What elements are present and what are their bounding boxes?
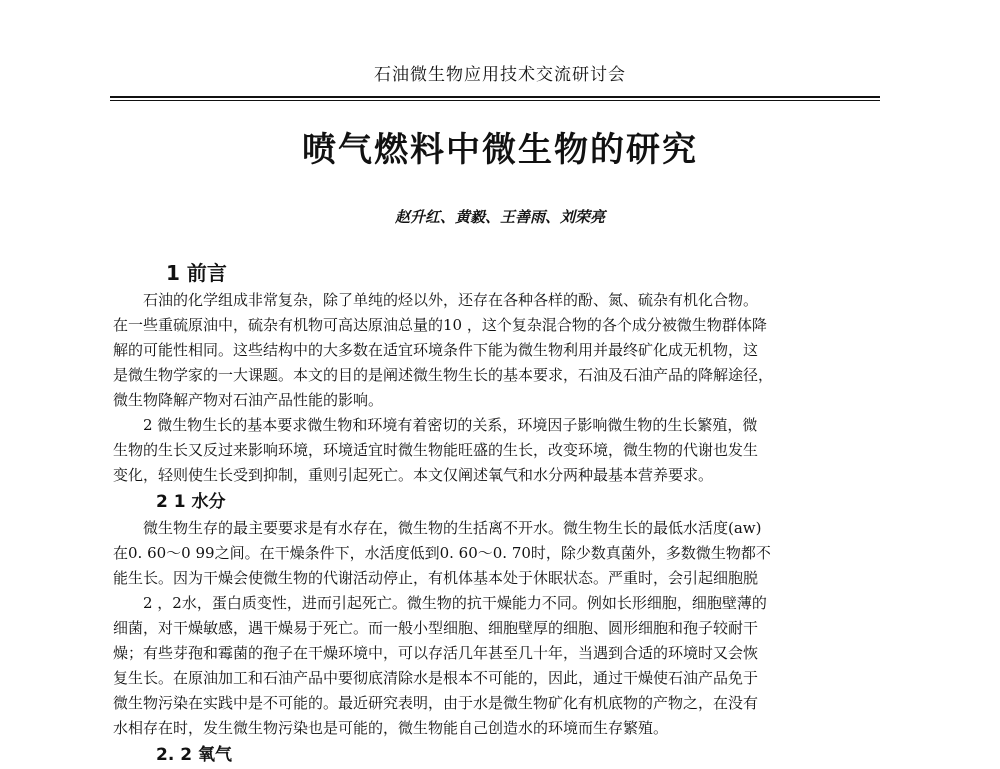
authors: 赵升红、黄毅、王善雨、刘荣亮 xyxy=(394,208,605,226)
body-text xyxy=(113,258,888,769)
text-line: 变化，轻则使生长受到抑制，重则引起死亡。本文仅阐述氧气和水分两种最基本营养要求。 xyxy=(113,466,714,484)
paragraph-2 xyxy=(113,413,888,488)
text-line: 能生长。因为干燥会使微生物的代谢活动停止，有机体基本处于休眠状态。严重时，会引起细胞脱 xyxy=(113,569,759,587)
paper-title: 喷气燃料中微生物的研究 xyxy=(302,130,698,170)
running-header: 石油微生物应用技术交流研讨会 xyxy=(374,65,626,85)
section-heading-intro: 1 前言 xyxy=(166,261,227,285)
text-line: 在一些重硫原油中，硫杂有机物可高达原油总量的10 ，这个复杂混合物的各个成分被微生物群体降 xyxy=(113,316,767,334)
paragraph-4 xyxy=(113,591,888,741)
header-rule xyxy=(110,96,880,101)
text-line: 复生长。在原油加工和石油产品中要彻底清除水是根本不可能的，因此，通过干燥使石油产品免于 xyxy=(113,669,759,687)
text-line: 生物的生长又反过来影响环境，环境适宜时微生物能旺盛的生长，改变环境，微生物的代谢也发生 xyxy=(113,441,759,459)
section-heading-oxygen: 2. 2 氧气 xyxy=(156,745,232,765)
text-line: 是微生物学家的一大课题。本文的目的是阐述微生物生长的基本要求，石油及石油产品的降解途径， xyxy=(113,366,774,384)
text-line: 燥；有些芽孢和霉菌的孢子在干燥环境中，可以存活几年甚至几十年，当遇到合适的环境时又会恢 xyxy=(113,644,759,662)
text-line: 细菌，对干燥敏感，遇干燥易于死亡。而一般小型细胞、细胞壁厚的细胞、圆形细胞和孢子较耐干 xyxy=(113,619,759,637)
text-line: 解的可能性相同。这些结构中的大多数在适宜环境条件下能为微生物利用并最终矿化成无机物，这 xyxy=(113,341,759,359)
text-line: 在0. 60～0 99之间。在干燥条件下，水活度低到0. 60～0. 70时，除少数真菌外，多数微生物都不 xyxy=(113,544,771,562)
text-line: 微生物污染在实践中是不可能的。最近研究表明，由于水是微生物矿化有机底物的产物之，在没有 xyxy=(113,694,759,712)
paragraph-3 xyxy=(113,516,888,591)
text-line: 微生物降解产物对石油产品性能的影响。 xyxy=(113,391,384,409)
text-line: 微生物生存的最主要要求是有水存在，微生物的生括离不开水。微生物生长的最低水活度(aw) xyxy=(143,519,762,537)
text-line: 2 微生物生长的基本要求微生物和环境有着密切的关系，环境因子影响微生物的生长繁殖，微 xyxy=(143,416,758,434)
text-line: 2 ，2水，蛋白质变性，进而引起死亡。微生物的抗干燥能力不同。例如长形细胞，细胞壁薄的 xyxy=(143,594,767,612)
text-line: 石油的化学组成非常复杂，除了单纯的烃以外，还存在各种各样的酚、氮、硫杂有机化合物。 xyxy=(143,291,759,309)
text-line: 水相存在时，发生微生物污染也是可能的，微生物能自己创造水的环境而生存繁殖。 xyxy=(113,719,669,737)
section-heading-water: 2 1 水分 xyxy=(156,492,226,512)
paragraph-1 xyxy=(113,288,888,413)
